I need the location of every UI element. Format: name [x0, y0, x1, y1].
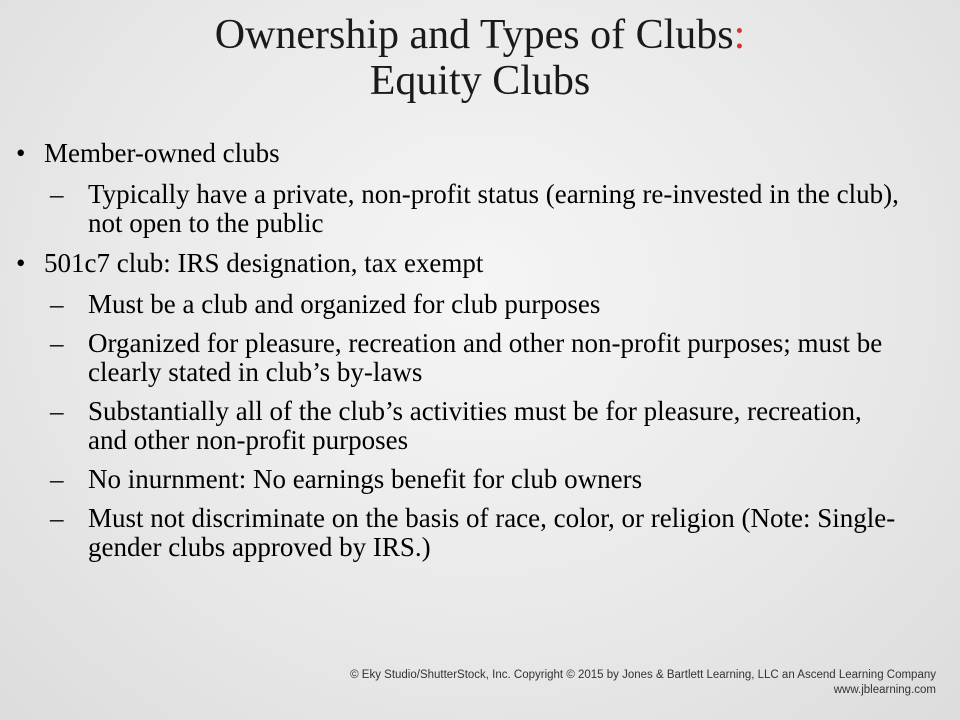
sub-bullet-dash: – — [50, 464, 64, 494]
bullet-dot: • — [16, 138, 26, 168]
sub-bullet-text: No inurnment: No earnings benefit for club owners — [88, 464, 643, 494]
title-line-2: Equity Clubs — [369, 58, 591, 104]
slide-title — [0, 12, 960, 104]
sub-bullet-text: Must be a club and organized for club purposes — [88, 289, 601, 319]
title-line-1 — [0, 12, 960, 58]
sub-bullet-item — [0, 397, 960, 455]
sub-bullet-dash: – — [50, 179, 64, 209]
sub-bullet-dash: – — [50, 328, 64, 358]
bullet-item — [0, 248, 960, 278]
sub-bullet-text: Typically have a private, non-profit status (earning re-invested in the club), not open to the public — [88, 179, 899, 238]
sub-bullet-item — [0, 329, 960, 387]
sub-bullet-text: Substantially all of the club’s activities must be for pleasure, recreation, and other non-profit purposes — [88, 396, 862, 455]
copyright-text: © Eky Studio/ShutterStock, Inc. Copyright © 2015 by Jones & Bartlett Learning, LLC an Ascend Learning Company — [350, 669, 936, 681]
title-main-text: Ownership and Types of Clubs — [214, 12, 734, 58]
bullet-text: 501c7 club: IRS designation, tax exempt — [44, 248, 484, 278]
bullet-text: Member-owned clubs — [44, 138, 280, 168]
website-link-text: www.jblearning.com — [833, 684, 936, 696]
bullet-list — [0, 138, 960, 572]
bullet-dot: • — [16, 248, 26, 278]
sub-bullet-dash: – — [50, 396, 64, 426]
copyright-notice — [236, 668, 936, 698]
sub-bullet-item — [0, 290, 960, 319]
sub-bullet-item — [0, 504, 960, 562]
bullet-item — [0, 138, 960, 168]
sub-bullet-item — [0, 180, 960, 238]
sub-bullet-text: Organized for pleasure, recreation and other non-profit purposes; must be clearly stated in club’s by-laws — [88, 328, 883, 387]
sub-bullet-item — [0, 465, 960, 494]
title-accent-colon: : — [733, 12, 746, 58]
sub-bullet-dash: – — [50, 289, 64, 319]
sub-bullet-text: Must not discriminate on the basis of race, color, or religion (Note: Single-gender clubs approved by IRS.) — [88, 503, 896, 562]
sub-bullet-dash: – — [50, 503, 64, 533]
